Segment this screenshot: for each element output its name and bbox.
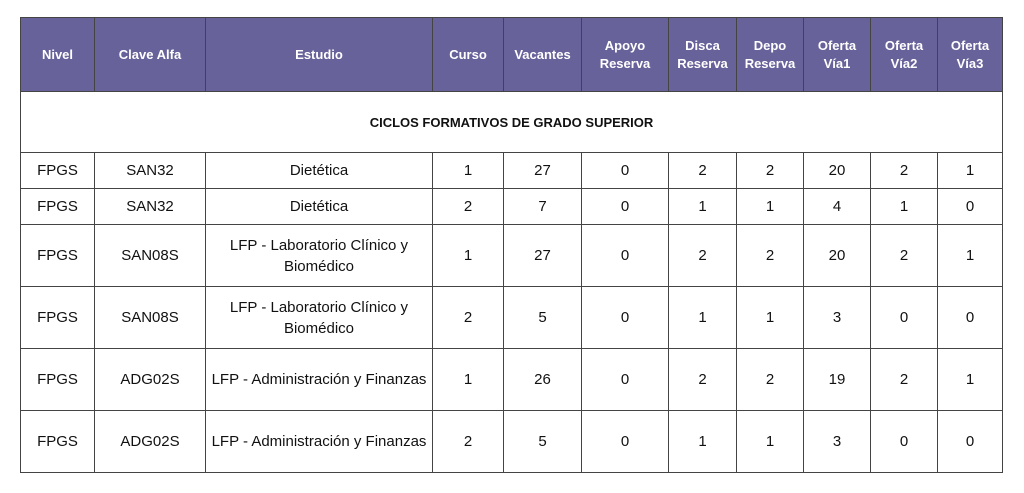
cell-clave: SAN08S <box>95 225 206 287</box>
cell-via1: 20 <box>804 225 871 287</box>
column-header-disca-reserva <box>669 18 737 92</box>
cell-via1: 3 <box>804 287 871 349</box>
column-header-vacantes <box>504 18 582 92</box>
cell-vacantes: 27 <box>504 153 582 189</box>
cell-via1: 3 <box>804 411 871 473</box>
cell-via3: 1 <box>938 225 1003 287</box>
table-row <box>21 287 1003 349</box>
cell-estudio <box>206 287 433 349</box>
cell-via2: 1 <box>871 189 938 225</box>
cell-vacantes: 7 <box>504 189 582 225</box>
cell-curso: 1 <box>433 349 504 411</box>
cell-disca: 2 <box>669 349 737 411</box>
cell-nivel: FPGS <box>21 225 95 287</box>
cell-apoyo: 0 <box>582 189 669 225</box>
cell-clave: ADG02S <box>95 349 206 411</box>
estudio-line: Dietética <box>289 198 349 215</box>
column-header-apoyo-reserva <box>582 18 669 92</box>
cell-nivel: FPGS <box>21 287 95 349</box>
column-header-oferta-via3 <box>938 18 1003 92</box>
cell-apoyo: 0 <box>582 153 669 189</box>
header-label: Vacantes <box>514 46 571 62</box>
section-title: CICLOS FORMATIVOS DE GRADO SUPERIOR <box>21 92 1003 153</box>
cell-via1: 4 <box>804 189 871 225</box>
cell-vacantes: 26 <box>504 349 582 411</box>
cell-nivel: FPGS <box>21 411 95 473</box>
cell-disca: 2 <box>669 153 737 189</box>
header-label: Oferta <box>950 37 990 53</box>
header-label: Oferta <box>817 37 857 53</box>
table-row <box>21 349 1003 411</box>
cell-depo: 1 <box>737 411 804 473</box>
header-label: Reserva <box>599 55 651 71</box>
section-row <box>21 92 1003 153</box>
cell-clave: SAN32 <box>95 189 206 225</box>
cell-depo: 1 <box>737 189 804 225</box>
estudio-line: Dietética <box>289 162 349 179</box>
cell-disca: 1 <box>669 411 737 473</box>
header-label: Reserva <box>677 55 728 71</box>
header-label: Apoyo <box>604 37 646 53</box>
cell-disca: 2 <box>669 225 737 287</box>
header-label: Oferta <box>884 37 924 53</box>
cell-apoyo: 0 <box>582 287 669 349</box>
cell-vacantes: 5 <box>504 287 582 349</box>
cell-vacantes: 5 <box>504 411 582 473</box>
estudio-line: LFP - Laboratorio Clínico y <box>229 236 409 254</box>
column-header-nivel <box>21 18 95 92</box>
cell-via3: 0 <box>938 287 1003 349</box>
cell-curso: 1 <box>433 153 504 189</box>
cell-clave: SAN08S <box>95 287 206 349</box>
cell-via3: 0 <box>938 189 1003 225</box>
header-label: Reserva <box>744 55 796 71</box>
cell-curso: 2 <box>433 189 504 225</box>
cell-curso: 1 <box>433 225 504 287</box>
cell-nivel: FPGS <box>21 189 95 225</box>
cell-via2: 0 <box>871 411 938 473</box>
header-label: Clave Alfa <box>118 46 182 62</box>
cell-vacantes: 27 <box>504 225 582 287</box>
cell-clave: ADG02S <box>95 411 206 473</box>
cell-apoyo: 0 <box>582 349 669 411</box>
cell-via2: 2 <box>871 153 938 189</box>
cell-disca: 1 <box>669 287 737 349</box>
column-header-oferta-via2 <box>871 18 938 92</box>
estudio-line: LFP - Administración y Finanzas <box>211 371 427 388</box>
cell-curso: 2 <box>433 411 504 473</box>
cell-estudio <box>206 153 433 189</box>
cell-nivel: FPGS <box>21 349 95 411</box>
table-row <box>21 225 1003 287</box>
header-label: Vía1 <box>823 55 851 71</box>
header-label: Curso <box>449 46 487 62</box>
header-label: Nivel <box>41 46 74 62</box>
cell-depo: 2 <box>737 349 804 411</box>
header-label: Estudio <box>295 46 343 62</box>
column-header-oferta-via1 <box>804 18 871 92</box>
cell-depo: 2 <box>737 153 804 189</box>
column-header-depo-reserva <box>737 18 804 92</box>
vacancies-table <box>20 17 1003 473</box>
cell-via2: 0 <box>871 287 938 349</box>
header-label: Depo <box>753 37 787 53</box>
cell-depo: 2 <box>737 225 804 287</box>
estudio-line: Biomédico <box>283 319 355 337</box>
cell-nivel: FPGS <box>21 153 95 189</box>
header-label: Disca <box>685 37 720 53</box>
header-label: Vía2 <box>890 55 918 71</box>
table-row <box>21 189 1003 225</box>
column-header-clave-alfa <box>95 18 206 92</box>
column-header-estudio <box>206 18 433 92</box>
estudio-line: Biomédico <box>283 257 355 275</box>
cell-estudio <box>206 189 433 225</box>
cell-estudio <box>206 349 433 411</box>
cell-estudio <box>206 411 433 473</box>
table-row <box>21 153 1003 189</box>
cell-disca: 1 <box>669 189 737 225</box>
cell-via2: 2 <box>871 225 938 287</box>
cell-via2: 2 <box>871 349 938 411</box>
cell-clave: SAN32 <box>95 153 206 189</box>
cell-depo: 1 <box>737 287 804 349</box>
column-header-curso <box>433 18 504 92</box>
cell-via1: 20 <box>804 153 871 189</box>
cell-estudio <box>206 225 433 287</box>
cell-via1: 19 <box>804 349 871 411</box>
cell-apoyo: 0 <box>582 225 669 287</box>
table-container <box>20 17 1003 473</box>
table-row <box>21 411 1003 473</box>
cell-apoyo: 0 <box>582 411 669 473</box>
estudio-line: LFP - Laboratorio Clínico y <box>229 298 409 316</box>
cell-via3: 1 <box>938 349 1003 411</box>
cell-via3: 1 <box>938 153 1003 189</box>
cell-curso: 2 <box>433 287 504 349</box>
estudio-line: LFP - Administración y Finanzas <box>211 433 427 450</box>
header-label: Vía3 <box>956 55 984 71</box>
cell-via3: 0 <box>938 411 1003 473</box>
header-row <box>21 18 1003 92</box>
